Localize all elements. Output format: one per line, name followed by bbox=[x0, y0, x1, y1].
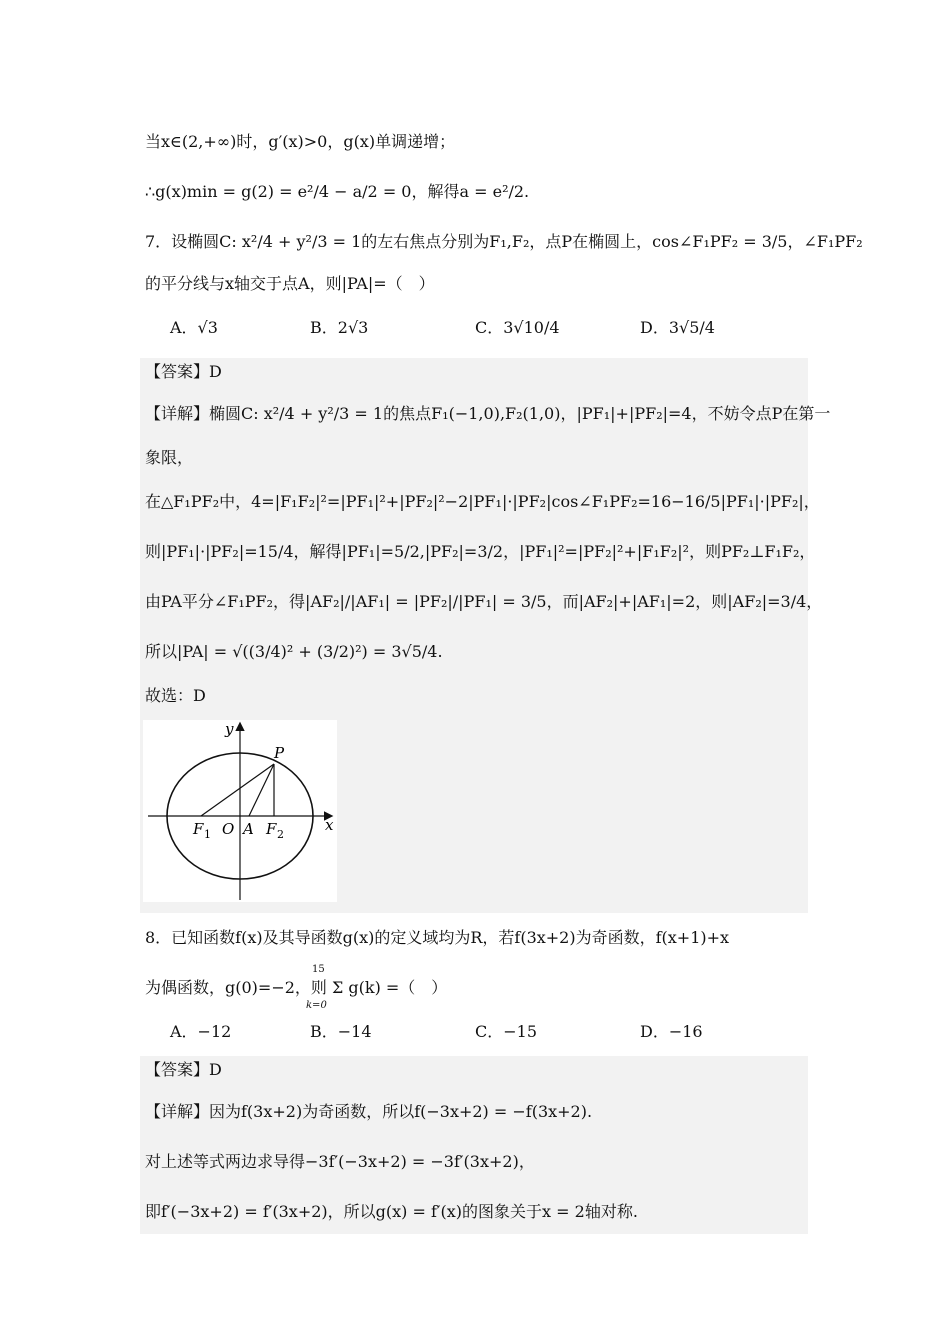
q7-stem-line-1: 7．设椭圆C: x²/4 + y²/3 = 1的左右焦点分别为F₁,F₂，点P在椭圆上，cos∠F₁PF₂ = 3/5，∠F₁PF₂ bbox=[145, 232, 863, 251]
q7-option-a: A．√3 bbox=[170, 318, 218, 337]
q7-options bbox=[170, 316, 715, 340]
q7-option-c: C．3√10/4 bbox=[475, 318, 560, 337]
q8-detail-1: 【详解】因为f(3x+2)为奇函数，所以f(−3x+2) = −f(3x+2). bbox=[145, 1102, 593, 1121]
q7-answer: 【答案】D bbox=[145, 362, 222, 381]
label-y: y bbox=[225, 720, 234, 738]
intro-line-1: 当x∈(2,+∞)时，g′(x)>0，g(x)单调递增； bbox=[145, 132, 456, 151]
q8-options bbox=[170, 1020, 703, 1044]
sum-upper-limit: 15 bbox=[312, 964, 325, 975]
q8-option-d: D．−16 bbox=[640, 1022, 703, 1041]
label-o: O bbox=[222, 820, 235, 838]
q8-option-c: C．−15 bbox=[475, 1022, 538, 1041]
sum-lower-limit: k=0 bbox=[306, 1000, 327, 1011]
q7-detail-1: 【详解】椭圆C: x²/4 + y²/3 = 1的焦点F₁(−1,0),F₂(1,0)，|PF₁|+|PF₂|=4，不妨令点P在第一 bbox=[145, 404, 831, 423]
q8-option-a: A．−12 bbox=[170, 1022, 232, 1041]
label-x: x bbox=[325, 816, 334, 834]
label-a: A bbox=[243, 820, 254, 838]
q7-detail-2: 象限， bbox=[145, 448, 194, 467]
q7-detail-6: 所以|PA| = √((3/4)² + (3/2)²) = 3√5/4. bbox=[145, 642, 443, 661]
ellipse-diagram bbox=[143, 720, 337, 902]
q7-detail-7: 故选：D bbox=[145, 686, 206, 705]
q8-option-b: B．−14 bbox=[310, 1022, 372, 1041]
q7-option-d: D．3√5/4 bbox=[640, 318, 715, 337]
q8-detail-3: 即f′(−3x+2) = f′(3x+2)，所以g(x) = f′(x)的图象关于x = 2轴对称. bbox=[145, 1202, 638, 1221]
label-f2-sub: 2 bbox=[277, 828, 284, 841]
segment-pa bbox=[249, 764, 274, 816]
q7-stem-line-2: 的平分线与x轴交于点A，则|PA|=（ ） bbox=[145, 274, 435, 293]
label-p: P bbox=[274, 744, 285, 762]
q7-detail-4: 则|PF₁|·|PF₂|=15/4，解得|PF₁|=5/2,|PF₂|=3/2，|PF₁|²=|PF₂|²+|F₁F₂|²，则PF₂⊥F₁F₂， bbox=[145, 542, 816, 561]
q8-stem-line-1: 8．已知函数f(x)及其导函数g(x)的定义域均为R，若f(3x+2)为奇函数，f(x+1)+x bbox=[145, 928, 730, 947]
q7-detail-3: 在△F₁PF₂中，4=|F₁F₂|²=|PF₁|²+|PF₂|²−2|PF₁|·|PF₂|cos∠F₁PF₂=16−16/5|PF₁|·|PF₂|， bbox=[145, 492, 820, 511]
q8-answer: 【答案】D bbox=[145, 1060, 222, 1079]
q8-stem-line-2: 为偶函数，g(0)=−2，则 Σ g(k) =（ ） bbox=[145, 978, 448, 997]
label-f2: F bbox=[266, 820, 277, 838]
ellipse-figure bbox=[143, 720, 337, 902]
segment-pf1 bbox=[201, 764, 274, 816]
label-f1-sub: 1 bbox=[204, 828, 211, 841]
intro-line-2: ∴g(x)min = g(2) = e²/4 − a/2 = 0，解得a = e²/2. bbox=[145, 182, 530, 201]
q7-option-b: B．2√3 bbox=[310, 318, 369, 337]
q7-detail-5: 由PA平分∠F₁PF₂，得|AF₂|/|AF₁| = |PF₂|/|PF₁| = 3/5，而|AF₂|+|AF₁|=2，则|AF₂|=3/4， bbox=[145, 592, 823, 611]
q8-detail-2: 对上述等式两边求导得−3f′(−3x+2) = −3f′(3x+2)， bbox=[145, 1152, 535, 1171]
label-f1: F bbox=[193, 820, 204, 838]
